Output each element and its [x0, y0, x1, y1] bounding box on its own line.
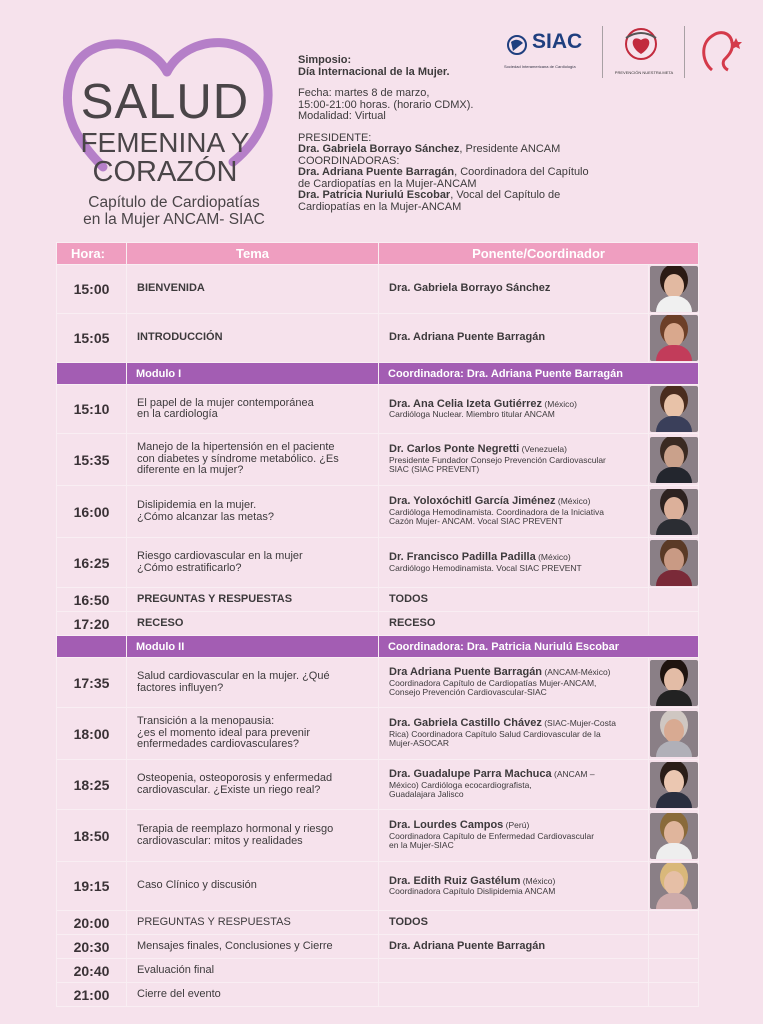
- header-time: Hora:: [57, 243, 127, 265]
- speaker-photo: [650, 813, 698, 859]
- time-cell: 17:35: [57, 658, 127, 708]
- siac-logo-subtitle: Sociedad Interamericana de Cardiología: [504, 64, 576, 69]
- speaker-desc-line-1: Cardióloga Hemodinamista. Coordinadora de la Iniciativa: [389, 506, 604, 517]
- module-coordinator: Coordinadora: Dra. Patricia Nuriulú Escobar: [379, 636, 699, 658]
- speaker-cell: [379, 314, 649, 363]
- photo-cell: [649, 658, 699, 708]
- topic-line-2: ¿es el momento ideal para prevenir: [137, 726, 311, 739]
- photo-cell: [649, 911, 699, 935]
- topic-line-3: enfermedades cardiovasculares?: [137, 738, 300, 751]
- table-row: [57, 588, 699, 612]
- speaker-name-line: [389, 283, 648, 295]
- table-row: [57, 314, 699, 363]
- speaker-photo: [650, 762, 698, 808]
- speaker-cell: [379, 265, 649, 314]
- topic-line-2: ¿Cómo alcanzar las metas?: [137, 510, 274, 523]
- speaker-name-line: [389, 618, 648, 630]
- speaker-desc-line-1: Coordinadora Capítulo de Enfermedad Cardiovascular: [389, 830, 595, 841]
- coordinator-1-name: Dra. Adriana Puente Barragán: [298, 166, 455, 178]
- speaker-desc-line-1: Presidente Fundador Consejo Prevención Cardiovascular: [389, 454, 606, 465]
- event-name: Día Internacional de la Mujer.: [298, 65, 450, 78]
- speaker-desc-line-2: Consejo Prevención Cardiovascular-SIAC: [389, 687, 547, 698]
- photo-cell: [649, 314, 699, 363]
- topic-line-2: factores influyen?: [137, 681, 224, 694]
- coordinator-1-role-2: de Cardiopatías en la Mujer-ANCAM: [298, 177, 477, 190]
- speaker-country: (ANCAM-México): [542, 667, 611, 678]
- topic-cell: [127, 434, 379, 486]
- topic-line-1: Dislipidemia en la mujer.: [137, 499, 257, 511]
- coordinator-1-line: [298, 167, 598, 179]
- module-time-cell: [57, 636, 127, 658]
- speaker-cell: [379, 708, 649, 760]
- topic-line-1: Caso Clínico y discusión: [137, 879, 257, 892]
- speaker-name: Dr. Francisco Padilla Padilla: [389, 551, 536, 563]
- topic-cell: [127, 708, 379, 760]
- speaker-country: (México): [535, 552, 571, 562]
- photo-cell: [649, 983, 699, 1007]
- president-label: PRESIDENTE:: [298, 131, 372, 144]
- time-cell: 16:50: [57, 588, 127, 612]
- time-cell: 19:15: [57, 862, 127, 911]
- speaker-name-line: [389, 552, 648, 564]
- speaker-country: (ANCAM –: [551, 769, 595, 780]
- topic-line-1: Salud cardiovascular en la mujer. ¿Qué: [137, 670, 330, 682]
- table-row: [57, 983, 699, 1007]
- speaker-name: RECESO: [389, 616, 436, 629]
- header: [0, 0, 763, 240]
- president-role: , Presidente ANCAM: [459, 143, 561, 155]
- speaker-country: (Venezuela): [519, 444, 567, 455]
- table-row: [57, 538, 699, 588]
- speaker-country: (Perú): [503, 820, 530, 831]
- coordinator-2-name: Dra. Patricia Nuriulú Escobar: [298, 189, 451, 201]
- speaker-photo: [650, 266, 698, 312]
- speaker-cell: [379, 760, 649, 810]
- speaker-country: (México): [520, 875, 556, 886]
- topic-cell: [127, 911, 379, 935]
- topic-line-1: El papel de la mujer contemporánea: [137, 396, 314, 409]
- speaker-photo: [650, 540, 698, 586]
- logo-title: [62, 75, 268, 188]
- logo-divider: [602, 26, 603, 78]
- siac-globe-icon: [506, 34, 528, 56]
- logo-subtitle: [58, 194, 290, 228]
- logo-line-3: CORAZÓN: [92, 156, 238, 188]
- time-cell: 18:50: [57, 810, 127, 862]
- speaker-name: Dra Adriana Puente Barragán: [389, 666, 543, 679]
- speaker-cell: [379, 983, 649, 1007]
- topic-line-2: cardiovascular: mitos y realidades: [137, 834, 303, 847]
- coordinator-1-role: , Coordinadora del Capítulo: [454, 166, 589, 178]
- speaker-cell: [379, 959, 649, 983]
- topic-cell: [127, 935, 379, 959]
- topic-cell: [127, 538, 379, 588]
- speaker-desc-line-1: Coordinadora Capítulo de Cardiopatías Mujer-ANCAM,: [389, 677, 597, 688]
- speaker-photo: [650, 386, 698, 432]
- prevention-logo-subtitle: PREVENCIÓN NUESTRA META: [614, 70, 674, 75]
- topic-cell: [127, 983, 379, 1007]
- speaker-name: Dra. Gabriela Castillo Chávez: [389, 717, 542, 730]
- prevention-heart-logo-icon: [620, 26, 662, 66]
- speaker-photo: [650, 437, 698, 483]
- time-cell: 15:35: [57, 434, 127, 486]
- topic-line-1: RECESO: [137, 616, 184, 629]
- time-cell: 15:05: [57, 314, 127, 363]
- photo-cell: [649, 538, 699, 588]
- topic-line-2: cardiovascular. ¿Existe un riego real?: [137, 783, 321, 796]
- speaker-cell: [379, 434, 649, 486]
- siac-logo-text: SIAC: [532, 30, 583, 53]
- photo-cell: [649, 612, 699, 636]
- time-cell: 16:00: [57, 486, 127, 538]
- speaker-desc-line-2: en la Mujer-SIAC: [389, 840, 454, 851]
- speaker-desc-line-1: Cardióloga Nuclear. Miembro titular ANCAM: [389, 409, 555, 419]
- speaker-name: Dra. Yoloxóchitl García Jiménez: [389, 495, 556, 508]
- president-line: [298, 144, 598, 156]
- speaker-cell: [379, 588, 649, 612]
- program-table-body: [57, 243, 699, 1007]
- speaker-name-line: [389, 594, 648, 606]
- topic-line-1: PREGUNTAS Y RESPUESTAS: [137, 915, 291, 928]
- coordinator-2-line: [298, 190, 598, 202]
- speaker-photo: [650, 711, 698, 757]
- speaker-name-line: [389, 917, 648, 929]
- speaker-photo: [650, 489, 698, 535]
- time-cell: 20:30: [57, 935, 127, 959]
- speaker-name-line: [389, 941, 648, 953]
- table-row: [57, 959, 699, 983]
- topic-line-2: ¿Cómo estratificarlo?: [137, 561, 242, 574]
- speaker-desc-line-2: Mujer-ASOCAR: [389, 738, 449, 749]
- speaker-country: (SIAC-Mujer-Costa: [541, 718, 616, 729]
- time-cell: 18:00: [57, 708, 127, 760]
- table-header-row: [57, 243, 699, 265]
- topic-line-1: Osteopenia, osteoporosis y enfermedad: [137, 772, 333, 784]
- topic-cell: [127, 486, 379, 538]
- topic-cell: [127, 612, 379, 636]
- time-cell: 15:10: [57, 385, 127, 434]
- topic-line-1: Manejo de la hipertensión en el paciente: [137, 441, 335, 454]
- topic-line-1: PREGUNTAS Y RESPUESTAS: [137, 592, 293, 605]
- woman-heart-logo-icon: [698, 24, 746, 76]
- topic-cell: [127, 314, 379, 363]
- speaker-name: TODOS: [389, 592, 428, 605]
- speaker-photo: [650, 660, 698, 706]
- topic-line-1: Evaluación final: [137, 963, 215, 976]
- speaker-desc-line-2: Cazón Mujer- ANCAM. Vocal SIAC PREVENT: [389, 516, 563, 527]
- speaker-name: Dra. Guadalupe Parra Machuca: [389, 768, 552, 781]
- topic-line-1: Cierre del evento: [137, 987, 221, 1000]
- topic-cell: [127, 658, 379, 708]
- topic-line-2: con diabetes y síndrome metabólico. ¿Es: [137, 452, 339, 465]
- time-cell: 15:00: [57, 265, 127, 314]
- table-row: [57, 658, 699, 708]
- speaker-desc-line-1: Coordinadora Capítulo Dislipidemia ANCAM: [389, 886, 556, 896]
- topic-cell: [127, 760, 379, 810]
- photo-cell: [649, 265, 699, 314]
- speaker-country: (México): [542, 398, 577, 409]
- photo-cell: [649, 760, 699, 810]
- table-row: [57, 810, 699, 862]
- logo-line-2: FEMENINA Y: [80, 127, 250, 158]
- photo-cell: [649, 810, 699, 862]
- event-modality: Modalidad: Virtual: [298, 110, 386, 122]
- topic-cell: [127, 588, 379, 612]
- topic-line-1: Riesgo cardiovascular en la mujer: [137, 550, 303, 562]
- header-speaker: Ponente/Coordinador: [379, 243, 699, 265]
- topic-cell: [127, 810, 379, 862]
- speaker-photo: [650, 863, 698, 909]
- table-row: [57, 708, 699, 760]
- table-row: [57, 911, 699, 935]
- speaker-desc-line-1: Rica) Coordinadora Capítulo Salud Cardiovascular de la: [389, 728, 601, 739]
- module-row: [57, 363, 699, 385]
- photo-cell: [649, 959, 699, 983]
- time-cell: 18:25: [57, 760, 127, 810]
- logo-subtitle-line-2: en la Mujer ANCAM- SIAC: [83, 211, 265, 228]
- speaker-cell: [379, 486, 649, 538]
- module-title: Modulo II: [127, 636, 379, 658]
- event-date-line-2: 15:00-21:00 horas. (horario CDMX).: [298, 98, 474, 111]
- speaker-cell: [379, 810, 649, 862]
- module-time-cell: [57, 363, 127, 385]
- speaker-name: Dra. Edith Ruiz Gastélum: [389, 874, 521, 887]
- photo-cell: [649, 588, 699, 612]
- topic-cell: [127, 959, 379, 983]
- photo-cell: [649, 935, 699, 959]
- speaker-desc-line-1: México) Cardióloga ecocardiografista,: [389, 779, 532, 790]
- topic-line-2: en la cardiología: [137, 408, 218, 420]
- speaker-name: Dra. Adriana Puente Barragán: [389, 331, 546, 344]
- speaker-name: Dra. Adriana Puente Barragán: [389, 939, 546, 952]
- photo-cell: [649, 708, 699, 760]
- partner-logos: [498, 22, 753, 80]
- speaker-cell: [379, 612, 649, 636]
- coordinators-label: COORDINADORAS:: [298, 154, 400, 167]
- speaker-name: Dra. Ana Celia Izeta Gutiérrez: [389, 397, 543, 410]
- speaker-name: Dra. Lourdes Campos: [389, 819, 504, 832]
- coordinator-2-role: , Vocal del Capítulo de: [450, 189, 561, 201]
- topic-cell: [127, 862, 379, 911]
- president-name: Dra. Gabriela Borrayo Sánchez: [298, 143, 460, 155]
- speaker-name-line: [389, 332, 648, 344]
- table-row: [57, 486, 699, 538]
- speaker-cell: [379, 911, 649, 935]
- speaker-country: (México): [555, 496, 591, 507]
- speaker-name: TODOS: [389, 915, 428, 928]
- topic-line-1: INTRODUCCIÓN: [137, 331, 223, 344]
- time-cell: 20:40: [57, 959, 127, 983]
- event-type: Simposio:: [298, 54, 352, 66]
- module-title: Modulo I: [127, 363, 379, 385]
- speaker-cell: [379, 658, 649, 708]
- table-row: [57, 612, 699, 636]
- topic-cell: [127, 265, 379, 314]
- table-row: [57, 434, 699, 486]
- coordinator-2-role-2: Cardiopatías en la Mujer-ANCAM: [298, 200, 462, 213]
- speaker-cell: [379, 385, 649, 434]
- program-table: [56, 242, 699, 1007]
- table-row: [57, 935, 699, 959]
- time-cell: 20:00: [57, 911, 127, 935]
- table-row: [57, 385, 699, 434]
- logo-line-1: SALUD: [80, 75, 250, 129]
- speaker-cell: [379, 935, 649, 959]
- speaker-name: Dr. Carlos Ponte Negretti: [389, 443, 520, 456]
- photo-cell: [649, 385, 699, 434]
- table-row: [57, 760, 699, 810]
- topic-line-1: Mensajes finales, Conclusiones y Cierre: [137, 939, 333, 952]
- speaker-desc-line-2: Guadalajara Jalisco: [389, 789, 464, 800]
- photo-cell: [649, 862, 699, 911]
- speaker-desc-line-2: SIAC (SIAC PREVENT): [389, 464, 480, 475]
- speaker-desc-line-1: Cardiólogo Hemodinamista. Vocal SIAC PREVENT: [389, 562, 582, 573]
- module-row: [57, 636, 699, 658]
- photo-cell: [649, 434, 699, 486]
- event-date-line-1: Fecha: martes 8 de marzo,: [298, 87, 430, 99]
- logo-divider: [684, 26, 685, 78]
- logo-subtitle-line-1: Capítulo de Cardiopatías: [88, 194, 260, 211]
- topic-line-1: BIENVENIDA: [137, 282, 205, 295]
- time-cell: 17:20: [57, 612, 127, 636]
- photo-cell: [649, 486, 699, 538]
- header-topic: Tema: [127, 243, 379, 265]
- topic-cell: [127, 385, 379, 434]
- table-row: [57, 862, 699, 911]
- topic-line-1: Terapia de reemplazo hormonal y riesgo: [137, 823, 334, 835]
- time-cell: 21:00: [57, 983, 127, 1007]
- table-row: [57, 265, 699, 314]
- module-coordinator: Coordinadora: Dra. Adriana Puente Barragán: [379, 363, 699, 385]
- topic-line-1: Transición a la menopausia:: [137, 715, 275, 728]
- topic-line-3: diferente en la mujer?: [137, 464, 244, 477]
- speaker-cell: [379, 538, 649, 588]
- speaker-cell: [379, 862, 649, 911]
- speaker-name: Dra. Gabriela Borrayo Sánchez: [389, 282, 551, 295]
- speaker-photo: [650, 315, 698, 361]
- time-cell: 16:25: [57, 538, 127, 588]
